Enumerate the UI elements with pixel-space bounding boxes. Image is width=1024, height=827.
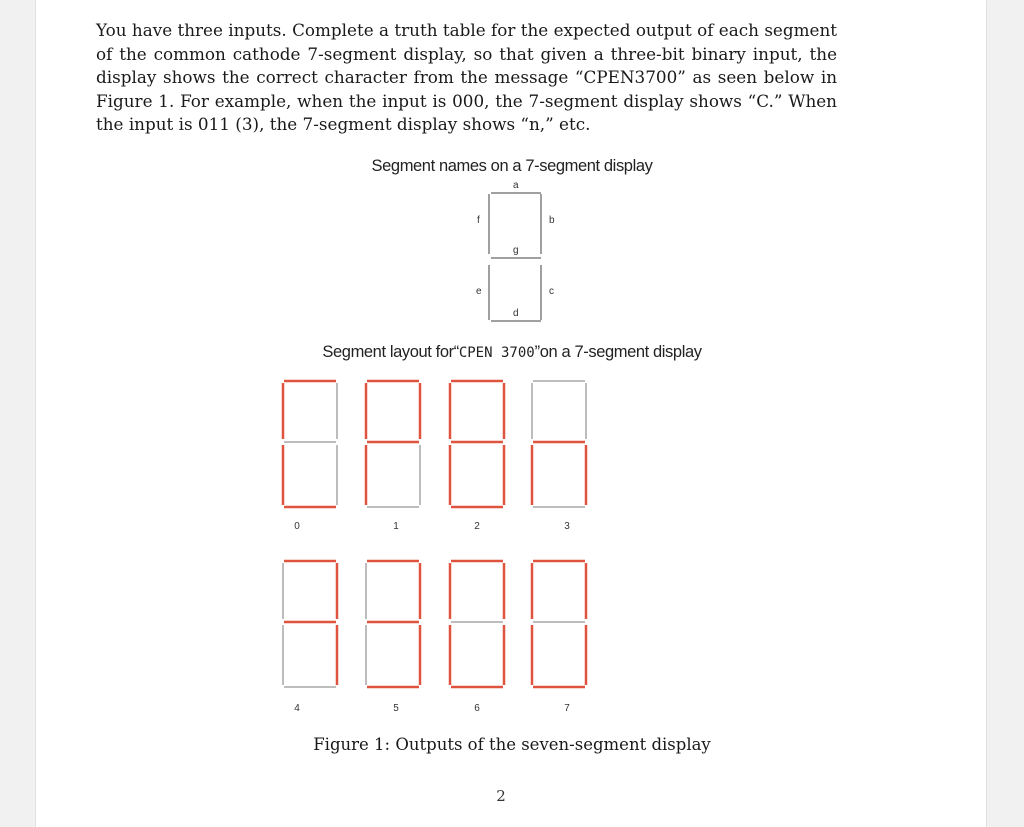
layout-title-close-quote: ” xyxy=(534,343,540,361)
digit-label-7: 7 xyxy=(564,703,570,714)
digit-label-4: 4 xyxy=(294,703,300,714)
layout-title-prefix: Segment layout for xyxy=(322,343,454,361)
digit-label-3: 3 xyxy=(564,521,570,532)
digit-5 xyxy=(366,561,420,714)
digit-2 xyxy=(450,381,504,532)
digit-label-5: 5 xyxy=(393,703,399,714)
segment-label-a: a xyxy=(513,180,519,191)
digit-4 xyxy=(283,561,337,714)
figure-caption: Figure 1: Outputs of the seven-segment display xyxy=(313,735,711,754)
digit-label-1: 1 xyxy=(393,521,399,532)
layout-title-suffix: on a 7-segment display xyxy=(539,343,702,361)
segment-label-b: b xyxy=(549,215,555,226)
layout-title-open-quote: “ xyxy=(453,343,459,361)
segment-label-d: d xyxy=(513,308,519,319)
segment-label-f: f xyxy=(477,215,480,226)
layout-title-code: CPEN 3700 xyxy=(458,345,535,361)
digit-label-0: 0 xyxy=(294,521,300,532)
segment-label-e: e xyxy=(476,286,482,297)
page-number: 2 xyxy=(496,787,506,805)
digit-7 xyxy=(532,561,586,714)
digit-6 xyxy=(450,561,504,714)
segment-label-g: g xyxy=(513,245,519,256)
digit-3 xyxy=(532,381,586,532)
digit-label-6: 6 xyxy=(474,703,480,714)
digit-label-2: 2 xyxy=(474,521,480,532)
digit-1 xyxy=(366,381,420,532)
instructions-paragraph: You have three inputs. Complete a truth table for the expected output of each segment of the common cathode 7-segment display, so that given a three-bit binary input, the display shows the correct character from the message “CPEN3700” as seen below in Figure 1. For example, when the input is 000, the 7-segment display shows “C.” When the input is 011 (3), the 7-segment display shows “n,” etc. xyxy=(96,20,837,134)
segment-names-title: Segment names on a 7-segment display xyxy=(371,157,653,175)
digit-0 xyxy=(283,381,337,532)
segment-label-c: c xyxy=(549,286,554,297)
